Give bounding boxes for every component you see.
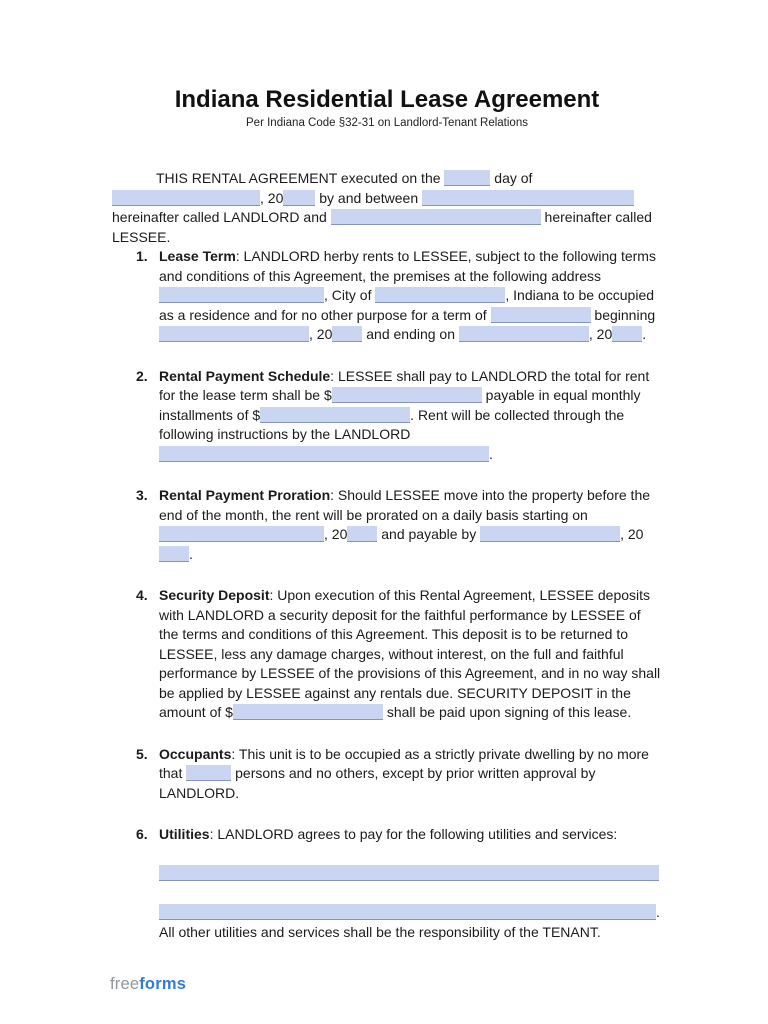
logo-text-free: free <box>110 975 140 993</box>
section-body <box>159 825 662 942</box>
text-run: : LANDLORD agrees to pay for the following utilities and services: <box>209 826 618 842</box>
text-run: , 20 <box>260 189 284 206</box>
section-text <box>159 826 660 940</box>
document-subtitle: Per Indiana Code §32-31 on Landlord-Tenant Relations <box>246 117 528 129</box>
lease-end-date-field[interactable] <box>459 326 589 342</box>
text-run: beginning <box>590 306 656 323</box>
section-utilities <box>136 825 662 942</box>
utilities-line-1-field[interactable] <box>159 865 659 881</box>
utilities-line-2-field[interactable] <box>159 904 656 920</box>
proration-payable-year-field[interactable] <box>159 546 189 562</box>
text-run: . <box>642 326 647 342</box>
max-occupants-field[interactable] <box>186 765 231 781</box>
text-run: by and between <box>315 189 422 206</box>
section-rental-payment-proration <box>136 486 662 564</box>
text-run: THIS RENTAL AGREEMENT executed on the <box>156 170 445 186</box>
text-run: : LESSEE shall pay to LANDLORD the total for rent for the lease term shall be $ <box>159 367 650 403</box>
execution-month-field[interactable] <box>112 190 260 206</box>
execution-year-field[interactable] <box>283 190 315 206</box>
section-body <box>159 586 662 723</box>
landlord-name-field[interactable] <box>422 190 634 206</box>
lease-end-year-field[interactable] <box>612 326 642 342</box>
text-run: shall be paid upon signing of this lease. <box>382 704 632 720</box>
text-run: . <box>656 904 660 920</box>
text-run: : LANDLORD herby rents to LESSEE, subject to the following terms and conditions of this Agreement, the premises at the following address <box>159 248 656 284</box>
text-run: , 20 <box>309 326 333 342</box>
text-run: : Should LESSEE move into the property before the end of the month, the rent will be prorated on a daily basis starting on <box>159 487 651 523</box>
section-text <box>159 746 649 801</box>
section-body <box>159 247 662 345</box>
execution-day-field[interactable] <box>444 170 490 186</box>
section-body <box>159 367 662 465</box>
text-run: All other utilities and services shall be the responsibility of the TENANT. <box>159 923 601 940</box>
logo-text-forms: forms <box>139 975 187 993</box>
lease-start-year-field[interactable] <box>332 326 362 342</box>
text-run: . <box>489 445 493 462</box>
section-heading: Rental Payment Proration <box>159 487 331 503</box>
text-run: hereinafter called LANDLORD and <box>112 209 331 225</box>
section-heading: Occupants <box>159 745 232 762</box>
monthly-installment-field[interactable] <box>260 407 410 423</box>
section-heading: Lease Term <box>159 248 236 264</box>
text-run: hereinafter called LESSEE. <box>112 209 652 245</box>
collection-instructions-field[interactable] <box>159 446 489 462</box>
text-run: , 20 <box>324 526 348 542</box>
text-run: . Rent will be collected through the following instructions by the LANDLORD <box>159 406 625 442</box>
section-number: 1. <box>136 248 148 264</box>
intro-paragraph <box>112 169 662 247</box>
premises-city-field[interactable] <box>375 287 505 303</box>
section-rental-payment-schedule <box>136 367 662 465</box>
lessee-name-field[interactable] <box>331 209 541 225</box>
section-body <box>159 745 662 804</box>
section-text <box>159 587 660 720</box>
section-number: 2. <box>136 367 148 384</box>
proration-start-year-field[interactable] <box>347 526 377 542</box>
text-run: persons and no others, except by prior written approval by LANDLORD. <box>159 765 596 801</box>
text-run: : This unit is to be occupied as a strictly private dwelling by no more that <box>159 745 649 781</box>
text-run: , 20 <box>620 526 644 542</box>
text-run: payable in equal monthly installments of $ <box>159 387 641 423</box>
section-security-deposit <box>136 586 662 723</box>
section-occupants <box>136 745 662 804</box>
section-number: 6. <box>136 826 148 842</box>
proration-start-date-field[interactable] <box>159 526 324 542</box>
document-title: Indiana Residential Lease Agreement <box>174 86 600 113</box>
text-run: , 20 <box>588 326 613 342</box>
section-number: 5. <box>136 745 148 762</box>
section-heading: Security Deposit <box>159 587 270 603</box>
text-run: , City of <box>324 287 376 303</box>
text-run: day of <box>490 170 533 186</box>
term-length-field[interactable] <box>491 307 591 323</box>
text-run: . <box>189 545 193 562</box>
premises-address-field[interactable] <box>159 287 324 303</box>
lease-start-date-field[interactable] <box>159 326 309 342</box>
section-heading: Rental Payment Schedule <box>159 367 331 384</box>
text-run: and payable by <box>377 526 481 542</box>
section-number: 4. <box>136 587 148 603</box>
freeforms-logo <box>110 975 186 994</box>
section-lease-term <box>136 247 662 345</box>
section-body <box>159 486 662 564</box>
section-heading: Utilities <box>159 826 210 842</box>
proration-payable-date-field[interactable] <box>480 526 620 542</box>
text-run: and ending on <box>362 326 459 342</box>
total-rent-amount-field[interactable] <box>332 387 482 403</box>
text-run: , Indiana to be occupied as a residence and for no other purpose for a term of <box>159 287 655 323</box>
security-deposit-amount-field[interactable] <box>233 704 383 720</box>
text-run: : Upon execution of this Rental Agreement, LESSEE deposits with LANDLORD a security deposit for the faithful performance by LESSEE of the terms and conditions of this Agreement. This deposit is to be returned to LESSEE, less any damage charges, without interest, on the full and faithful performance by LESSEE of the provisions of this Agreement, and in no way shall be applied by LESSEE against any rentals due. SECURITY DEPOSIT in the amount of $ <box>159 587 661 720</box>
section-number: 3. <box>136 487 148 503</box>
